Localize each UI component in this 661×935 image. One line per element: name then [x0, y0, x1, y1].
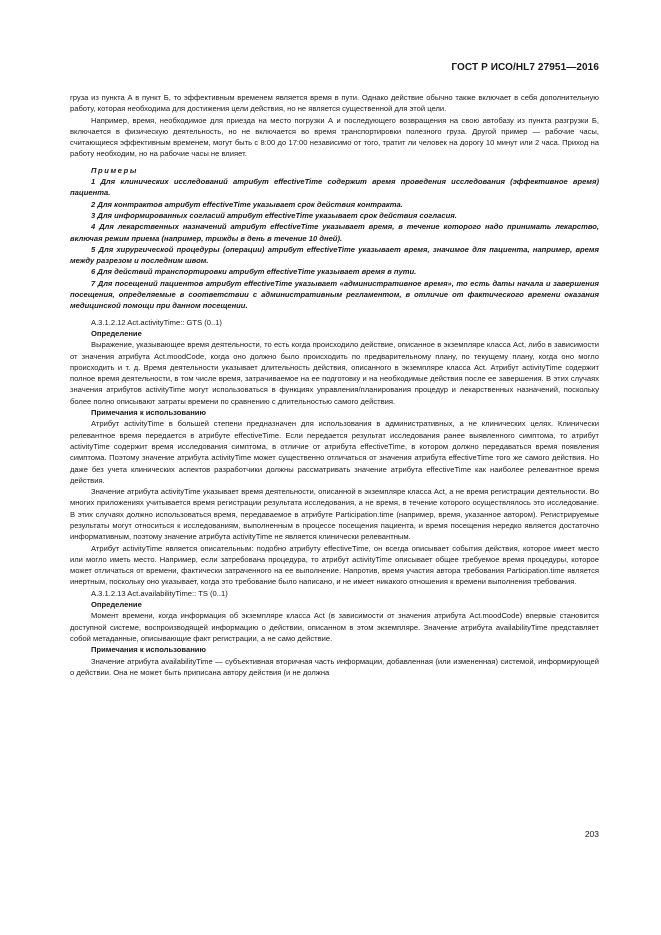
example-item: 1 Для клинических исследований атрибут effectiveTime содержит время проведения исследования (эффективное время) пациента.: [70, 177, 599, 198]
paragraph: груза из пункта А в пункт Б, то эффективным временем является время в пути. Однако действие обычно также включает в себя дополнительную работу, которая необходима для достижения цели действия, но не является существенной для этой цели.: [70, 93, 599, 114]
section-title: A.3.1.2.12 Act.activityTime:: GTS (0..1): [91, 317, 222, 327]
example-item: 5 Для хирургической процедуры (операции) атрибут effectiveTime указывает время, значимое для пациента, например, время между разрезом и последним швом.: [70, 244, 599, 266]
usage-notes-text: Значение атрибута availabilityTime — субъективная вторичная часть информации, добавленная (или измененная) системой, информирующей о действии. Она не может быть приписана автору действия (и не должна: [70, 656, 599, 677]
example-item: 4 Для лекарственных назначений атрибут effectiveTime указывает время, в течение которого надо принимать лекарство, включая режим приема (например, трижды в день в течение 10 дней).: [70, 222, 599, 243]
definition-heading: Определение: [91, 328, 142, 338]
section-title: A.3.1.2.13 Act.availabilityTime:: TS (0..1): [91, 588, 228, 598]
definition-heading: Определение: [91, 600, 142, 610]
example-item: 3 Для информированных согласий атрибут effectiveTime указывает срок действия согласия.: [91, 210, 457, 220]
document-header: ГОСТ Р ИСО/HL7 27951—2016: [451, 62, 599, 73]
example-item: 6 Для действий транспортировки атрибут effectiveTime указывает время в пути.: [91, 267, 417, 277]
usage-notes-heading: Примечания к использованию: [91, 408, 206, 418]
usage-notes-text: Атрибут activityTime в большей степени предназначен для использования в административных, а не клинических целях. Клинически релевантное время передается в атрибуте effectiveTime. Если передается результат исследования ранее выявленного симптома, то атрибут activityTime содержит время исследования симптома, в отличие от атрибута effectiveTime, в котором должно передаваться время появления симптома. Поэтому значение атрибута activityTime может существенно отличаться от значения атрибута effectiveTime того же самого действия. Но даже без учета клинических аспектов разработчики должны рассматривать значение атрибута effectiveTime как наиболее релевантное время действия.: [70, 419, 599, 485]
examples-heading: Примеры: [91, 165, 138, 175]
definition-text: Момент времени, когда информация об экземпляре класса Act (в зависимости от значения атрибута Act.moodCode) впервые становится доступной системе, воспроизводящей информацию о действии, описанном в этом экземпляре. Значение атрибута availabilityTime представляет собой метаданные, описывающие факт регистрации, а не само действие.: [70, 611, 599, 643]
usage-notes-text: Значение атрибута activityTime указывает время деятельности, описанной в экземпляре класса Act, а не время регистрации деятельности. Во многих приложениях учитывается время регистрации результата исследования, а не время, в течение которого осуществлялось это исследование. В этих случаях должно использоваться время, передаваемое в атрибуте Participation.time (например, время, указанное автором). Регистрируемые результаты могут относиться к исследованиям, выполненным в процессе посещения пациента, и время посещения нередко является достаточно информативным, поэтому значение атрибута activityTime не является клинически релевантным.: [70, 487, 599, 542]
paragraph: Например, время, необходимое для приезда на место погрузки А и последующего возвращения на свою автобазу из пункта разгрузки Б, включается в физическую деятельность, но не включается во время транспортировки полезного груза. Другой пример — рабочие часы, считающиеся эффективным временем, могут быть с 8:00 до 17:00 независимо от того, тратит ли человек на дорогу 10 минут или 2 часа. Приход на работу необходим, но на рабочие часы не влияет.: [70, 115, 599, 159]
usage-notes-heading: Примечания к использованию: [91, 645, 206, 655]
definition-text: Выражение, указывающее время деятельности, то есть когда происходило действие, описанное в экземпляре класса Act, либо в зависимости от значения атрибута Act.moodCode, когда оно должно было происходить по предварительному плану, по текущему плану, когда оно могло происходить и т. д. Время деятельности указывает длительность действия, описанного в экземпляре класса Act. Атрибут activityTime содержит полное время деятельности, в том числе время, затрачиваемое на ее подготовку и на необходимые действия после ее завершения. В этих случаях значения атрибутов activityTime могут использоваться в функциях управления/планирования процедур и лекарственных назначений, поскольку более полно описывают затраты времени по сравнению с длительностью самого действия.: [70, 340, 599, 406]
page-content: [70, 92, 599, 678]
usage-notes-text: Атрибут activityTime является описательным: подобно атрибуту effectiveTime, он всегда описывает события действия, которое имеет место или могло иметь место. Например, если затребована процедура, то атрибут activityTime описывает общее требуемое время процедуры, которое может отличаться от времени, фактически затраченного на ее выполнение. Напротив, время участия автора требования Participation.time является инертным, поскольку оно указывает, когда это требование было написано, и не имеет никакого отношения к времени выполнения требования.: [70, 543, 599, 587]
page-number: 203: [584, 829, 599, 839]
example-item: 2 Для контрактов атрибут effectiveTime указывает срок действия контракта.: [91, 199, 403, 209]
example-item: 7 Для посещений пациентов атрибут effectiveTime указывает «административное время», то есть даты начала и завершения посещения, определяемые в соответствии с административным регламентом, в отличие от фактического времени оказания медицинской помощи при данном посещении.: [70, 278, 599, 311]
